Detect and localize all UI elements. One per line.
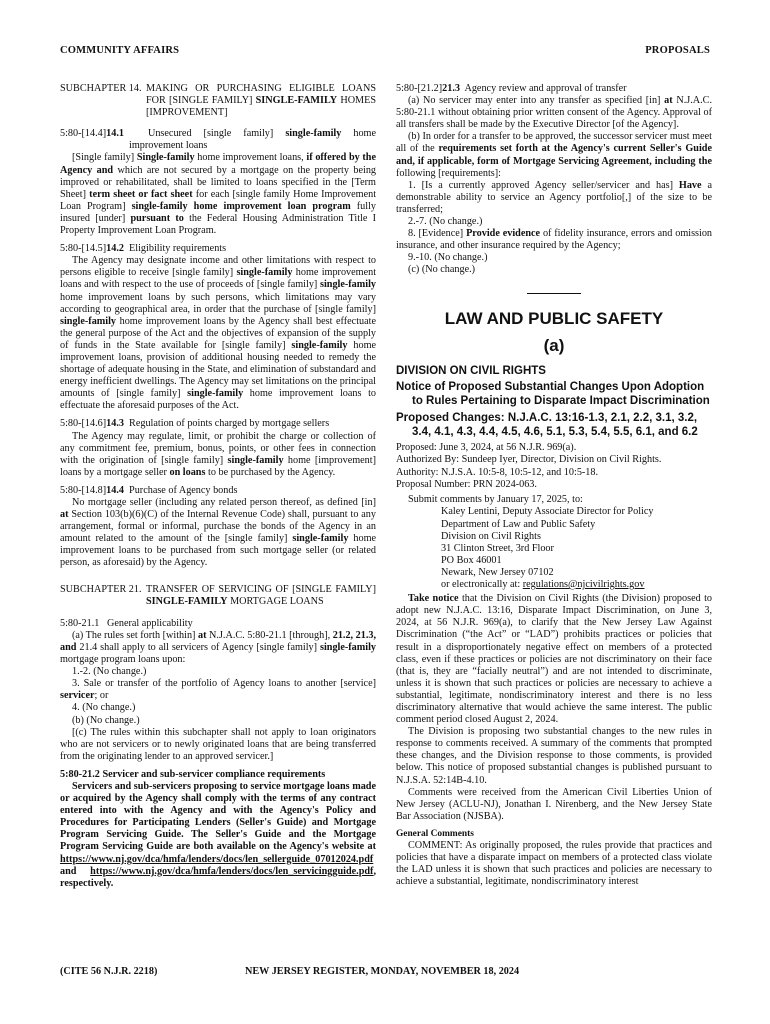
notice-letter: (a): [543, 335, 565, 355]
list-item: 2.-7. (No change.): [408, 216, 483, 228]
address-line: or electronically at: regulations@njcivilrights.gov: [441, 579, 645, 591]
list-item: (c) (No change.): [408, 264, 476, 276]
address-line: 31 Clinton Street, 3rd Floor: [441, 542, 554, 554]
proposed-date: Proposed: June 3, 2024, at 56 N.J.R. 969(a).: [396, 441, 577, 453]
list-item: 4. (No change.): [72, 702, 136, 714]
address-line: PO Box 46001: [441, 554, 502, 566]
section-21-1-text: (a) The rules set forth [within] at N.J.A.C. 5:80-21.1 [through], 21.2, 21.3, and 21.4 shall apply to all servicers of Agency [single family] single-family mortgage program loans upon:: [60, 629, 377, 666]
list-item: [(c) The rules within this subchapter shall not apply to loan originators who are not servicers or to newly originated loans that are being transferred from the originating lender to an approved servicer.]: [60, 726, 376, 762]
mailing-address: [396, 506, 712, 591]
section-21-2-text: Servicers and sub-servicers proposing to service mortgage loans made or acquired by the Agency shall comply with the terms of any contract entered into with the Agency and with the Agency's Policy and Procedures for Participating Lenders (Seller's Guide) and Mortgage Program Servicing Guide. The Seller's Guide and the Mortgage Program Servicing Guide are both available on the Agency's website at https://www.nj.gov/dca/hmfa/lenders/docs/len_sellerguide_07012024.pdf and https://www.nj.gov/dca/hmfa/lenders/docs/len_servicingguide.pdf, respectively.: [60, 780, 376, 889]
sellers-guide-link[interactable]: https://www.nj.gov/dca/hmfa/lenders/docs/len_sellerguide_07012024.pdf: [60, 853, 374, 865]
general-comments-heading: General Comments: [396, 828, 474, 839]
list-item: 1. [Is a currently approved Agency seller/servicer and has] Have a demonstrable ability to service an Agency portfolio[,] of the size to be transferred;: [396, 179, 713, 215]
section-14-1-heading: 5:80-[14.4]14.1 Unsecured [single family] single-family home improvement loans: [60, 128, 376, 152]
proposed-changes-heading: Proposed Changes: N.J.A.C. 13:16-1.3, 2.1, 2.2, 3.1, 3.2, 3.4, 4.1, 4.3, 4.4, 4.5, 4.6, 5.1, 5.3, 5.4, 5.5, 6.1, and 6.2: [396, 411, 698, 438]
comment-paragraph: COMMENT: As originally proposed, the rules provide that practices and policies that have a disparate impact on members of a protected class violate the LAD unless it is shown that such practices and policies are necessary to achieve a substantial, legitimate, nondiscriminatory interest: [396, 840, 712, 888]
list-item: 3. Sale or transfer of the portfolio of Agency loans to another [service] servicer; or: [60, 678, 376, 702]
list-item: 1.-2. (No change.): [72, 666, 147, 678]
section-21-1-heading: 5:80-21.1 General applicability: [60, 617, 193, 629]
submit-comments: Submit comments by January 17, 2025, to:: [408, 493, 583, 505]
subchapter-21-heading: SUBCHAPTER 21. TRANSFER OF SERVICING OF [SINGLE FAMILY] SINGLE-FAMILY MORTGAGE LOANS: [60, 583, 376, 607]
footer-citation: (CITE 56 N.J.R. 2218): [60, 966, 158, 977]
running-header-right: PROPOSALS: [645, 45, 710, 56]
address-line: Newark, New Jersey 07102: [441, 566, 554, 578]
address-line: Division on Civil Rights: [441, 530, 541, 542]
section-14-3-text: The Agency may regulate, limit, or prohibit the charge or collection of any commitment fee, premium, bonus, points, or other fees in connection with the origination of [single family] single-family home [improvement] loans by a mortgage seller on loans to be purchased by the Agency.: [60, 430, 376, 478]
section-14-1-text: [Single family] Single-family home improvement loans, if offered by the Agency and which are not secured by a mortgage on the property being improved or rehabilitated, shall be limited to loans specified in the [Term Sheet] term sheet or fact sheet for each [single family Home Improvement Loan Program] single-family home improvement loan program fully insured [under] pursuant to the Federal Housing Administration Title I Property Improvement Loan Program.: [60, 152, 377, 237]
list-item: (b) (No change.): [72, 714, 140, 726]
take-notice-paragraph: Take notice that the Division on Civil Rights (the Division) proposed to adopt new N.J.A.C. 13:16, Disparate Impact Discrimination, on June 3, 2024, at 56 N.J.R. 969(a), to clarify that the New Jersey Law Against Discrimination (“the Act” or “LAD”) prohibits practices or policies that result in a disproportionately negative effect on members of a protected class, even if these practices or policies are not discriminatory on their face (that is, they are “facially neutral”) and are not intended to discriminate, unless it is shown that such practices or policies are necessary to achieve a substantial, legitimate, nondiscriminatory interest and there is no less discriminatory alternative that would achieve the same interest. The public comment period closed August 2, 2024.: [396, 593, 713, 726]
authorized-by: Authorized By: Sundeep Iyer, Director, Division on Civil Rights.: [396, 454, 662, 466]
subchapter-14-heading: SUBCHAPTER 14. MAKING OR PURCHASING ELIGIBLE LOANS FOR [SINGLE FAMILY] SINGLE-FAMILY HOMES [IMPROVEMENT]: [60, 83, 377, 119]
section-21-3-heading: 5:80-[21.2]21.3 Agency review and approval of transfer: [396, 83, 627, 94]
section-divider: [527, 293, 581, 294]
section-14-4-heading: 5:80-[14.8]14.4 Purchase of Agency bonds: [60, 484, 238, 496]
section-14-2-heading: 5:80-[14.5]14.2 Eligibility requirements: [60, 243, 227, 255]
section-21-3-a: (a) No servicer may enter into any transfer as specified [in] at N.J.A.C. 5:80-21.1 without obtaining prior written consent of the Agency. Approval of all transfers shall be made by the Executive Director [of the Agency].: [396, 95, 713, 131]
servicing-guide-link[interactable]: https://www.nj.gov/dca/hmfa/lenders/docs/len_servicingguide.pdf: [90, 865, 374, 877]
department-title: LAW AND PUBLIC SAFETY: [444, 308, 664, 328]
address-line: Kaley Lentini, Deputy Associate Director for Policy: [441, 506, 654, 518]
proposal-number: Proposal Number: PRN 2024-063.: [396, 479, 537, 491]
section-21-2-heading: 5:80-21.2 Servicer and sub-servicer compliance requirements: [60, 768, 326, 780]
section-14-4-text: No mortgage seller (including any related person thereof, as defined [in] at Section 103(b)(6)(C) of the Internal Revenue Code) shall, pursuant to any arrangement, formal or informal, purchase the bonds of the Agency in an amount related to the amount of the [single family] single-family home improvement loans to be purchased from such mortgage seller (or related person, as aforesaid) by the Agency.: [60, 497, 377, 569]
address-line: Department of Law and Public Safety: [441, 518, 596, 530]
division-paragraph: The Division is proposing two substantial changes to the new rules in response to comments received. A summary of the comments that prompted these changes, and the Division response to those comments, is provided below. This notice of proposed substantial changes is published pursuant to N.J.S.A. 52:14B-4.10.: [396, 726, 712, 786]
division-heading: DIVISION ON CIVIL RIGHTS: [396, 364, 546, 377]
list-item: 9.-10. (No change.): [408, 252, 488, 264]
right-column: [396, 83, 712, 888]
section-21-3-b: (b) In order for a transfer to be approved, the successor servicer must meet all of the requirements set forth at the Agency's current Seller's Guide and, if applicable, form of Mortgage Servicing Agreement, including the following [requirements]:: [396, 131, 712, 179]
list-item: 8. [Evidence] Provide evidence of fidelity insurance, errors and omission insurance, and other insurance required by the Agency;: [396, 228, 713, 252]
comments-received-paragraph: Comments were received from the American Civil Liberties Union of New Jersey (ACLU-NJ), Jonathan I. Nirenberg, and the New Jersey State Bar Association (NJSBA).: [396, 786, 712, 822]
running-header-left: COMMUNITY AFFAIRS: [60, 45, 180, 56]
section-14-2-text: The Agency may designate income and other limitations with respect to persons eligible to receive [single family] single-family home improvement loans and with respect to the use of proceeds of [single family] single-family home improvement loans by such persons, which limitations may vary according to geographical area, in order that the purchase of [single family] single-family home improvement loans by the Agency shall best effectuate the general purpose of the Act and the objectives of expansion of the supply of funds in the State available for [single family] single-family home improvement loans, provision of additional housing needed to remedy the shortage of adequate housing in the State, and elimination of substandard and energy inefficient dwellings. The Agency may set limitations on the principal amounts of [single family] single-family home improvement loans to effectuate the aforesaid purposes of the Act.: [60, 255, 377, 412]
footer-register: NEW JERSEY REGISTER, MONDAY, NOVEMBER 18, 2024: [245, 966, 520, 977]
authority: Authority: N.J.S.A. 10:5-8, 10:5-12, and 10:5-18.: [396, 466, 599, 478]
section-14-3-heading: 5:80-[14.6]14.3 Regulation of points charged by mortgage sellers: [60, 418, 330, 430]
email-link[interactable]: regulations@njcivilrights.gov: [522, 579, 645, 591]
notice-heading: Notice of Proposed Substantial Changes Upon Adoption to Rules Pertaining to Disparate Impact Discrimination: [396, 380, 710, 407]
left-column: [60, 83, 376, 890]
